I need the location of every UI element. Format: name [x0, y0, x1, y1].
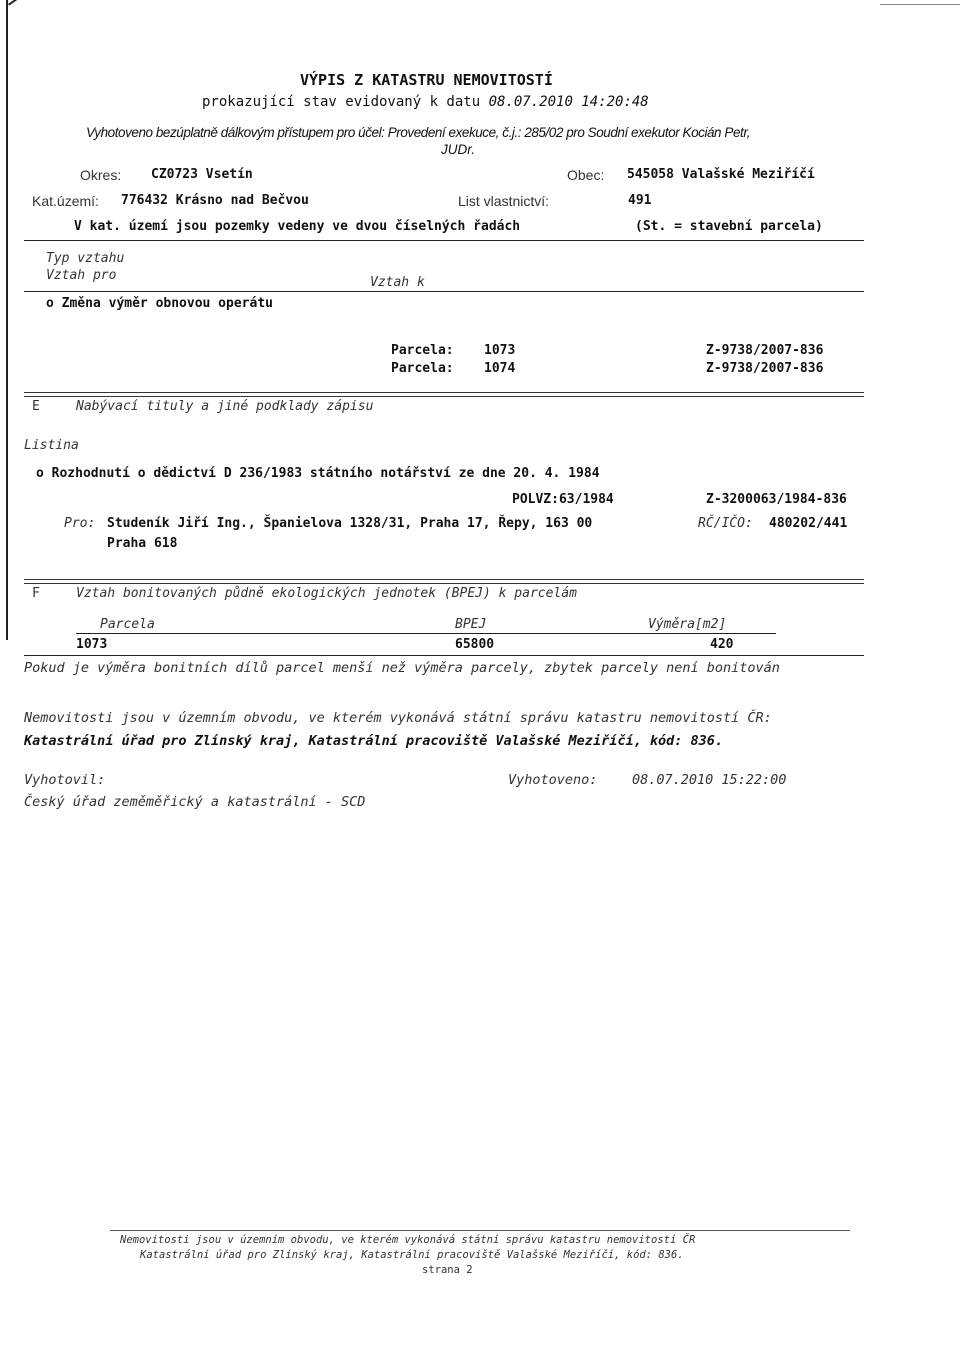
bpej-row-bpej: 65800: [455, 637, 495, 652]
scan-edge-left: [6, 0, 8, 640]
parcel-row-1-label: Parcela:: [391, 343, 454, 358]
office-line-2: Katastrální úřad pro Zlínský kraj, Katastrální pracoviště Valašské Meziříčí, kód: 836.: [24, 733, 723, 749]
okres-value: CZ0723 Vsetín: [151, 167, 253, 182]
parcel-row-1-ref: Z-9738/2007-836: [706, 343, 824, 358]
vztah-pro-label: Vztah pro: [46, 268, 117, 283]
lv-value: 491: [628, 193, 652, 208]
section-d-item: o Změna výměr obnovou operátu: [46, 296, 273, 311]
section-f-letter: F: [32, 586, 40, 601]
vyhotovil-label: Vyhotovil:: [24, 772, 106, 788]
subtitle-date: 08.07.2010 14:20:48: [488, 94, 649, 110]
section-d-divider: [24, 291, 864, 292]
number-series-note: V kat. území jsou pozemky vedeny ve dvou číselných řadách: [74, 219, 521, 234]
rc-ico-value: 480202/441: [769, 516, 848, 531]
purpose-note: Vyhotoveno bezúplatně dálkovým přístupem pro účel: Provedení exekuce, č.j.: 285/02 pro Soudní exekutor Kocián Petr,: [86, 125, 750, 140]
bpej-table-header-line: [76, 633, 776, 634]
section-e-top-divider: [24, 392, 864, 397]
z-reference: Z-3200063/1984-836: [706, 492, 847, 507]
info-divider: [24, 240, 864, 241]
scan-edge-corner: [8, 0, 22, 6]
document-subtitle: [202, 94, 649, 110]
bpej-note: Pokud je výměra bonitních dílů parcel menší než výměra parcely, zbytek parcely není bonitován: [24, 660, 780, 676]
col-vymera-header: Výměra[m2]: [648, 617, 727, 632]
obec-label: Obec:: [567, 167, 605, 183]
section-f-top-divider: [24, 579, 864, 584]
parcel-row-2-number: 1074: [484, 361, 516, 376]
pro-address-line2: Praha 618: [107, 536, 178, 551]
vyhotovil-value: Český úřad zeměměřický a katastrální - SCD: [24, 794, 366, 810]
listina-item: o Rozhodnutí o dědictví D 236/1983 státního notářství ze dne 20. 4. 1984: [36, 466, 600, 481]
parcel-row-1-number: 1073: [484, 343, 516, 358]
scan-edge-top: [880, 4, 960, 5]
okres-label: Okres:: [80, 167, 122, 183]
section-f-title: Vztah bonitovaných půdně ekologických jednotek (BPEJ) k parcelám: [76, 586, 577, 601]
document-title: VÝPIS Z KATASTRU NEMOVITOSTÍ: [300, 71, 553, 89]
subtitle-text: prokazující stav evidovaný k datu: [202, 94, 481, 110]
lv-label: List vlastnictví:: [458, 193, 550, 209]
vztah-k-label: Vztah k: [370, 275, 425, 290]
typ-vztahu-label: Typ vztahu: [46, 251, 125, 266]
bpej-table-bottom-line: [24, 655, 864, 656]
pro-label: Pro:: [64, 516, 96, 531]
obec-value: 545058 Valašské Meziříčí: [627, 167, 815, 182]
bpej-row-vymera: 420: [710, 637, 734, 652]
polvz-reference: POLVZ:63/1984: [512, 492, 614, 507]
section-e-letter: E: [32, 399, 40, 414]
listina-label: Listina: [24, 438, 79, 453]
katuzemi-value: 776432 Krásno nad Bečvou: [121, 193, 309, 208]
col-bpej-header: BPEJ: [455, 617, 487, 632]
rc-ico-label: RČ/IČO:: [698, 516, 753, 531]
footer-line-2: Katastrální úřad pro Zlínský kraj, Katastrální pracoviště Valašské Meziříčí, kód: 836.: [140, 1249, 684, 1261]
footer-line-1: Nemovitosti jsou v územním obvodu, ve kterém vykonává státní správu katastru nemovitostí ČR: [120, 1234, 696, 1246]
vyhotoveno-label: Vyhotoveno:: [508, 772, 598, 788]
bpej-row-parcela: 1073: [76, 637, 108, 652]
katuzemi-label: Kat.území:: [32, 193, 99, 209]
parcel-row-2-label: Parcela:: [391, 361, 454, 376]
pro-value: Studeník Jiří Ing., Španielova 1328/31, Praha 17, Řepy, 163 00: [107, 516, 593, 531]
col-parcela-header: Parcela: [100, 617, 155, 632]
number-series-legend: (St. = stavební parcela): [635, 219, 823, 234]
office-line-1: Nemovitosti jsou v územním obvodu, ve kterém vykonává státní správu katastru nemovitostí ČR:: [24, 710, 772, 726]
purpose-note-cont: JUDr.: [441, 142, 475, 157]
vyhotoveno-value: 08.07.2010 15:22:00: [632, 772, 787, 788]
footer-divider: [110, 1230, 850, 1231]
parcel-row-2-ref: Z-9738/2007-836: [706, 361, 824, 376]
footer-page-number: strana 2: [422, 1264, 473, 1276]
section-e-title: Nabývací tituly a jiné podklady zápisu: [76, 399, 374, 414]
